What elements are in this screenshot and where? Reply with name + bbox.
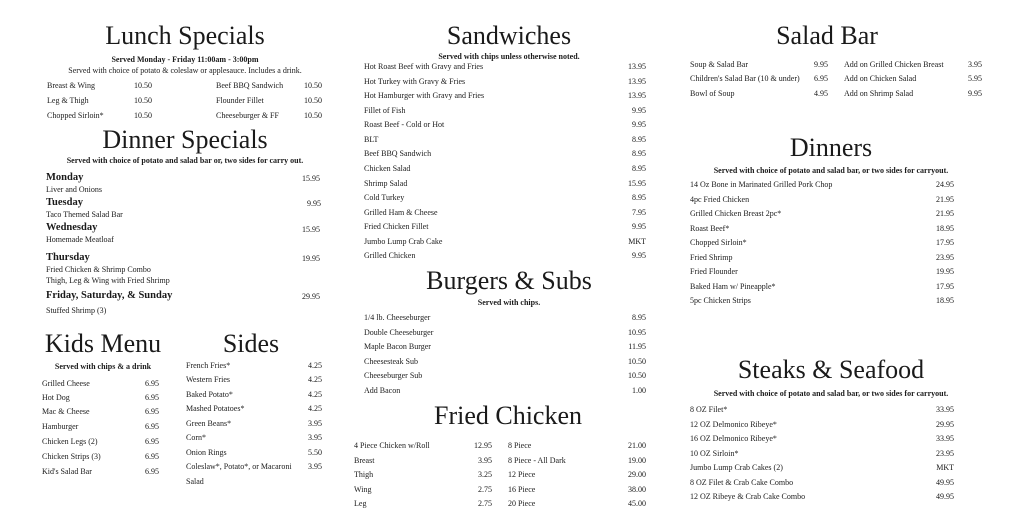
item-name: Flounder Fillet: [216, 96, 264, 105]
list-item: [354, 484, 492, 496]
list-item: [364, 90, 646, 102]
item-price: 21.00: [628, 441, 646, 450]
special-desc: Homemade Meatloaf: [46, 235, 114, 244]
list-item: [364, 356, 646, 368]
item-price: 15.95: [628, 179, 646, 188]
list-item: [364, 119, 646, 131]
list-item: [364, 341, 646, 353]
special-price: 9.95: [307, 199, 321, 208]
list-item: [42, 466, 159, 478]
list-item: [186, 432, 322, 444]
item-name: Grilled Ham & Cheese: [364, 208, 438, 217]
special-price: 19.95: [302, 254, 320, 263]
item-price: 8.95: [632, 164, 646, 173]
item-name: Cheesesteak Sub: [364, 357, 418, 366]
item-price: 6.95: [145, 379, 159, 388]
list-item: [690, 208, 954, 220]
list-item: [364, 134, 646, 146]
item-name: Chicken Strips (3): [42, 452, 101, 461]
item-name: Onion Rings: [186, 448, 227, 457]
list-item: [690, 462, 954, 474]
item-name: Hot Roast Beef with Gravy and Fries: [364, 62, 484, 71]
item-name: 12 Piece: [508, 470, 536, 479]
list-item: [508, 484, 646, 496]
item-name: Fried Flounder: [690, 267, 738, 276]
item-price: 17.95: [936, 238, 954, 247]
list-item: [354, 440, 492, 452]
item-name: Leg: [354, 499, 367, 508]
item-price: 5.50: [308, 448, 322, 457]
kids-menu-title: Kids Menu: [44, 329, 162, 358]
item-name: 4pc Fried Chicken: [690, 195, 750, 204]
item-name: Green Beans*: [186, 419, 232, 428]
list-item: [42, 406, 159, 418]
list-item: [508, 469, 646, 481]
list-item: [364, 61, 646, 73]
item-name: Soup & Salad Bar: [690, 60, 748, 69]
item-price: 4.25: [308, 404, 322, 413]
item-price: 13.95: [628, 91, 646, 100]
item-name: 20 Piece: [508, 499, 536, 508]
list-item: [690, 179, 954, 191]
item-price: 4.25: [308, 361, 322, 370]
item-price: 2.75: [478, 499, 492, 508]
item-name: French Fries*: [186, 361, 231, 370]
item-name: 14 Oz Bone in Marinated Grilled Pork Chop: [690, 180, 833, 189]
item-price: 19.00: [628, 456, 646, 465]
list-item: [364, 250, 646, 262]
item-price: 6.95: [814, 74, 828, 83]
list-item: [690, 88, 828, 100]
special-desc: Fried Chicken & Shrimp Combo: [46, 265, 151, 274]
list-item: [186, 461, 322, 473]
special-price: 15.95: [302, 174, 320, 183]
item-name: Mac & Cheese: [42, 407, 90, 416]
steaks-seafood-title: Steaks & Seafood: [737, 355, 925, 384]
item-price: 33.95: [936, 405, 954, 414]
item-price: 10.50: [304, 96, 322, 105]
item-name: Beef BBQ Sandwich: [364, 149, 432, 158]
item-price: 8.95: [632, 135, 646, 144]
special-day: Tuesday: [46, 197, 83, 208]
list-item: [690, 419, 954, 431]
item-price: 3.95: [968, 60, 982, 69]
list-item: [508, 440, 646, 452]
special-desc: Liver and Onions: [46, 185, 102, 194]
item-price: 6.95: [145, 437, 159, 446]
item-price: 6.95: [145, 422, 159, 431]
item-name: Hot Dog: [42, 393, 70, 402]
list-item: [364, 327, 646, 339]
special-price: 15.95: [302, 225, 320, 234]
item-price: MKT: [936, 463, 954, 472]
item-price: 9.95: [968, 89, 982, 98]
item-name: Chicken Legs (2): [42, 437, 98, 446]
list-item: [47, 95, 152, 107]
item-name: Double Cheeseburger: [364, 328, 434, 337]
list-item: [690, 295, 954, 307]
item-price: 49.95: [936, 478, 954, 487]
item-price: 8.95: [632, 193, 646, 202]
item-name: Children's Salad Bar (10 & under): [690, 74, 800, 83]
item-name: Cheeseburger Sub: [364, 371, 423, 380]
item-name: Western Fries: [186, 375, 231, 384]
item-price: 8.95: [632, 149, 646, 158]
item-name: Roast Beef - Cold or Hot: [364, 120, 445, 129]
item-name: Grilled Cheese: [42, 379, 90, 388]
item-name: Chicken Salad: [364, 164, 411, 173]
item-name: Hamburger: [42, 422, 79, 431]
item-price: 24.95: [936, 180, 954, 189]
list-item: [508, 455, 646, 467]
special-desc: Stuffed Shrimp (3): [46, 306, 107, 315]
list-item: [690, 223, 954, 235]
list-item: [186, 418, 322, 430]
item-name: Baked Potato*: [186, 390, 233, 399]
special-day: Thursday: [46, 252, 90, 263]
item-name: Beef BBQ Sandwich: [216, 81, 284, 90]
list-item: [844, 88, 982, 100]
item-price: 13.95: [628, 62, 646, 71]
item-price: 49.95: [936, 492, 954, 501]
item-price: 3.95: [478, 456, 492, 465]
item-name: 10 OZ Sirloin*: [690, 449, 739, 458]
item-name: 12 OZ Delmonico Ribeye*: [690, 420, 777, 429]
list-item: [47, 80, 152, 92]
list-item: [364, 76, 646, 88]
item-price: 23.95: [936, 253, 954, 262]
list-item: [690, 194, 954, 206]
item-price: 29.00: [628, 470, 646, 479]
fried-chicken-title: Fried Chicken: [433, 401, 583, 430]
dinners-title: Dinners: [789, 133, 873, 162]
item-name: Add on Chicken Salad: [844, 74, 917, 83]
item-price: 6.95: [145, 407, 159, 416]
item-price: MKT: [628, 237, 646, 246]
item-name: Hot Turkey with Gravy & Fries: [364, 77, 466, 86]
item-price: 19.95: [936, 267, 954, 276]
item-price: 23.95: [936, 449, 954, 458]
list-item: [216, 95, 322, 107]
item-price: 6.95: [145, 467, 159, 476]
item-price: 4.25: [308, 375, 322, 384]
item-name: 8 OZ Filet*: [690, 405, 728, 414]
item-price: 21.95: [936, 195, 954, 204]
item-price: 5.95: [968, 74, 982, 83]
list-item: [364, 192, 646, 204]
item-price: 10.95: [628, 328, 646, 337]
list-item: [690, 266, 954, 278]
item-name: Mashed Potatoes*: [186, 404, 245, 413]
list-item: [186, 389, 322, 401]
item-price: 18.95: [936, 224, 954, 233]
steaks-seafood-note: Served with choice of potato and salad bar, or two sides for carryout.: [713, 389, 949, 398]
item-price: 8.95: [632, 313, 646, 322]
sandwiches-title: Sandwiches: [446, 21, 572, 50]
item-price: 3.95: [308, 433, 322, 442]
list-item: [364, 148, 646, 160]
item-price: 4.95: [814, 89, 828, 98]
list-item: [690, 448, 954, 460]
item-name: Corn*: [186, 433, 206, 442]
item-price: 4.25: [308, 390, 322, 399]
item-name: Grilled Chicken: [364, 251, 416, 260]
item-price: 29.95: [936, 420, 954, 429]
item-name: Cheeseburger & FF: [216, 111, 279, 120]
item-price: 7.95: [632, 208, 646, 217]
list-item: [690, 281, 954, 293]
list-item: [364, 207, 646, 219]
item-price: 21.95: [936, 209, 954, 218]
list-item: [844, 73, 982, 85]
item-name: Bowl of Soup: [690, 89, 735, 98]
item-price: 11.95: [628, 342, 646, 351]
item-name: Add Bacon: [364, 386, 401, 395]
item-price: 33.95: [936, 434, 954, 443]
list-item: [690, 433, 954, 445]
list-item: [690, 59, 828, 71]
item-name: Chopped Sirloin*: [47, 111, 104, 120]
item-name: Breast & Wing: [47, 81, 95, 90]
item-name: Fillet of Fish: [364, 106, 406, 115]
item-price: 10.50: [304, 81, 322, 90]
list-item: [364, 385, 646, 397]
item-name: Shrimp Salad: [364, 179, 408, 188]
list-item: [364, 370, 646, 382]
item-name: Baked Ham w/ Pineapple*: [690, 282, 776, 291]
list-item: [186, 374, 322, 386]
item-price: 13.95: [628, 77, 646, 86]
item-name: 8 OZ Filet & Crab Cake Combo: [690, 478, 794, 487]
dinner-specials-note: Served with choice of potato and salad bar or, two sides for carry out.: [66, 156, 304, 165]
list-item: [364, 312, 646, 324]
item-name: Breast: [354, 456, 375, 465]
list-item: [844, 59, 982, 71]
item-name: 16 OZ Delmonico Ribeye*: [690, 434, 777, 443]
item-name: Fried Chicken Fillet: [364, 222, 429, 231]
item-price: 10.50: [134, 96, 152, 105]
item-price: 9.95: [632, 120, 646, 129]
item-price: 10.50: [628, 357, 646, 366]
item-name: 8 Piece - All Dark: [508, 456, 566, 465]
item-price: 9.95: [632, 106, 646, 115]
item-name: 8 Piece: [508, 441, 532, 450]
item-price: 1.00: [632, 386, 646, 395]
item-name: Add on Grilled Chicken Breast: [844, 60, 944, 69]
item-price: 3.95: [308, 419, 322, 428]
special-day: Friday, Saturday, & Sunday: [46, 290, 173, 301]
item-name: Wing: [354, 485, 372, 494]
item-price: 3.95: [308, 462, 322, 471]
lunch-served-hours: Served Monday - Friday 11:00am - 3:00pm: [111, 55, 259, 64]
item-name: Salad: [186, 477, 204, 486]
list-item: [364, 236, 646, 248]
item-price: 2.75: [478, 485, 492, 494]
item-price: 10.50: [134, 111, 152, 120]
list-item: [690, 73, 828, 85]
item-price: 9.95: [632, 222, 646, 231]
item-price: 12.95: [474, 441, 492, 450]
item-name: Jumbo Lump Crab Cakes (2): [690, 463, 783, 472]
list-item: [42, 436, 159, 448]
item-name: BLT: [364, 135, 379, 144]
item-price: 18.95: [936, 296, 954, 305]
item-name: Roast Beef*: [690, 224, 730, 233]
list-item: [186, 360, 322, 372]
list-item: [216, 110, 322, 122]
item-price: 6.95: [145, 452, 159, 461]
list-item: [42, 378, 159, 390]
item-price: 10.50: [628, 371, 646, 380]
item-price: 9.95: [814, 60, 828, 69]
list-item: [354, 455, 492, 467]
item-name: 16 Piece: [508, 485, 536, 494]
list-item: [186, 447, 322, 459]
item-name: 1/4 lb. Cheeseburger: [364, 313, 431, 322]
item-name: Add on Shrimp Salad: [844, 89, 914, 98]
item-price: 10.50: [134, 81, 152, 90]
list-item: [364, 163, 646, 175]
list-item: [690, 237, 954, 249]
item-price: 6.95: [145, 393, 159, 402]
item-price: 17.95: [936, 282, 954, 291]
item-name: Kid's Salad Bar: [42, 467, 92, 476]
item-name: Chopped Sirloin*: [690, 238, 747, 247]
item-name: 12 OZ Ribeye & Crab Cake Combo: [690, 492, 806, 501]
special-day: Wednesday: [46, 222, 98, 233]
list-item: [508, 498, 646, 510]
item-name: Jumbo Lump Crab Cake: [364, 237, 443, 246]
lunch-note: Served with choice of potato & coleslaw or applesauce. Includes a drink.: [68, 66, 302, 75]
list-item: [186, 403, 322, 415]
item-name: Thigh: [354, 470, 374, 479]
burgers-note: Served with chips.: [477, 298, 541, 307]
item-name: 5pc Chicken Strips: [690, 296, 751, 305]
item-price: 10.50: [304, 111, 322, 120]
list-item: [216, 80, 322, 92]
sandwiches-note: Served with chips unless otherwise noted.: [438, 52, 580, 61]
sides-title: Sides: [222, 329, 280, 358]
list-item: [364, 105, 646, 117]
list-item: [42, 421, 159, 433]
special-desc: Taco Themed Salad Bar: [46, 210, 123, 219]
list-item: [47, 110, 152, 122]
list-item: [364, 178, 646, 190]
lunch-specials-title: Lunch Specials: [105, 21, 265, 50]
item-name: Leg & Thigh: [47, 96, 89, 105]
dinner-specials-title: Dinner Specials: [102, 125, 268, 154]
kids-menu-note: Served with chips & a drink: [54, 362, 152, 371]
list-item: [690, 404, 954, 416]
item-price: 9.95: [632, 251, 646, 260]
special-day: Monday: [46, 172, 84, 183]
salad-bar-title: Salad Bar: [776, 21, 878, 50]
item-price: 45.00: [628, 499, 646, 508]
dinners-note: Served with choice of potato and salad bar, or two sides for carryout.: [713, 166, 949, 175]
item-name: Cold Turkey: [364, 193, 405, 202]
list-item: [690, 477, 954, 489]
list-item: [354, 498, 492, 510]
item-name: Hot Hamburger with Gravy and Fries: [364, 91, 485, 100]
item-name: Fried Shrimp: [690, 253, 733, 262]
burgers-title: Burgers & Subs: [426, 266, 592, 295]
item-price: 3.25: [478, 470, 492, 479]
list-item: [42, 392, 159, 404]
item-price: 38.00: [628, 485, 646, 494]
special-desc-2: Thigh, Leg & Wing with Fried Shrimp: [46, 276, 170, 285]
list-item: [690, 491, 954, 503]
list-item: [690, 252, 954, 264]
list-item: [186, 476, 322, 488]
item-name: Maple Bacon Burger: [364, 342, 431, 351]
item-name: 4 Piece Chicken w/Roll: [354, 441, 430, 450]
list-item: [364, 221, 646, 233]
list-item: [354, 469, 492, 481]
item-name: Grilled Chicken Breast 2pc*: [690, 209, 782, 218]
special-price: 29.95: [302, 292, 320, 301]
list-item: [42, 451, 159, 463]
item-name: Coleslaw*, Potato*, or Macaroni: [186, 462, 292, 471]
